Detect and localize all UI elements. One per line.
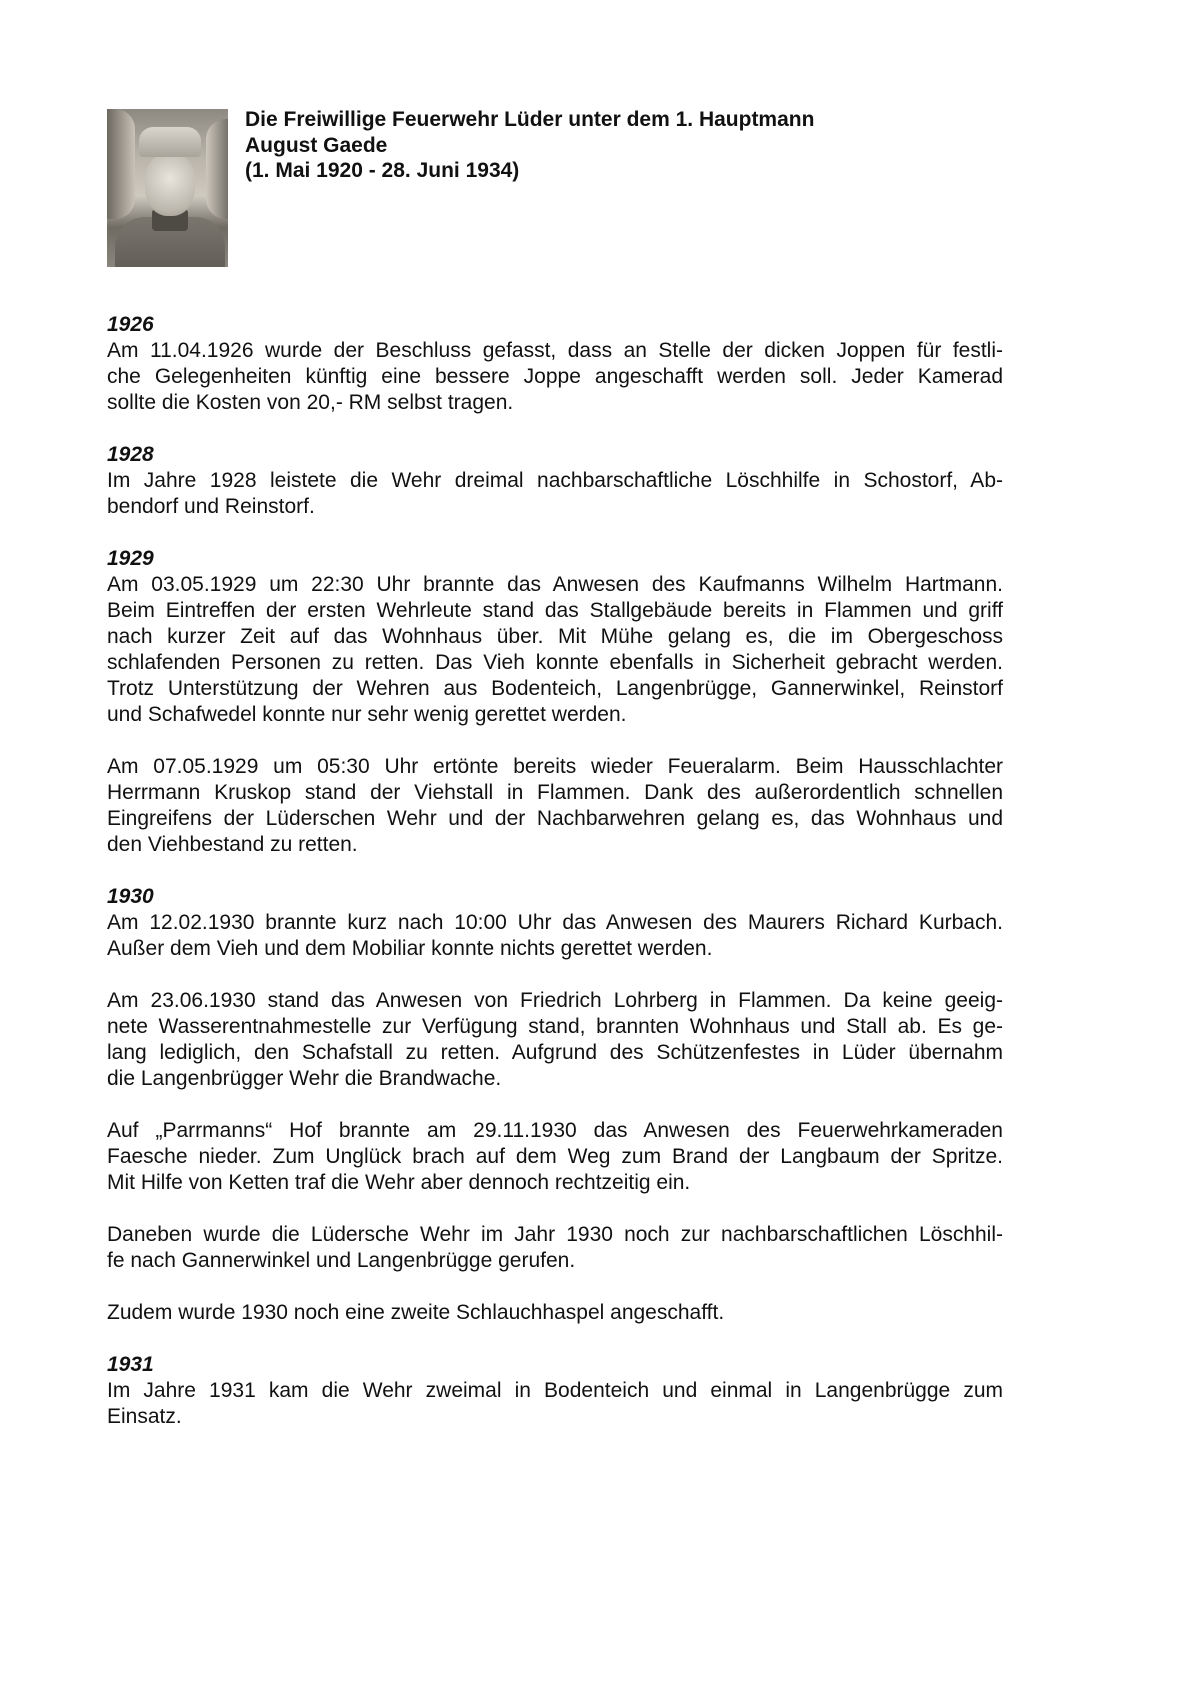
text-line: nach kurzer Zeit auf das Wohnhaus über. Mit Mühe gelang es, die im Obergeschoss (107, 625, 1003, 648)
text-line: Am 12.02.1930 brannte kurz nach 10:00 Uhr das Anwesen des Maurers Richard Kurbach. (107, 911, 1003, 934)
photo-face (145, 154, 195, 216)
text-line: fe nach Gannerwinkel und Langenbrügge gerufen. (107, 1249, 576, 1272)
text-line: Außer dem Vieh und dem Mobiliar konnte nichts gerettet werden. (107, 937, 713, 960)
text-line: Am 23.06.1930 stand das Anwesen von Friedrich Lohrberg in Flammen. Da keine geeig- (107, 989, 1003, 1012)
year-heading: 1929 (107, 547, 154, 570)
text-line: Im Jahre 1931 kam die Wehr zweimal in Bodenteich und einmal in Langenbrügge zum (107, 1379, 1003, 1402)
text-line: Trotz Unterstützung der Wehren aus Bodenteich, Langenbrügge, Gannerwinkel, Reinstorf (107, 677, 1003, 700)
photo-background-person (107, 109, 135, 219)
text-line: Daneben wurde die Lüdersche Wehr im Jahr 1930 noch zur nachbarschaftlichen Löschhil- (107, 1223, 1003, 1246)
text-line: Mit Hilfe von Ketten traf die Wehr aber dennoch rechtzeitig ein. (107, 1171, 691, 1194)
text-line: Faesche nieder. Zum Unglück brach auf dem Weg zum Brand der Langbaum der Spritze. (107, 1145, 1003, 1168)
text-line: che Gelegenheiten künftig eine bessere Joppe angeschafft werden soll. Jeder Kamerad (107, 365, 1003, 388)
text-line: Am 11.04.1926 wurde der Beschluss gefasst, dass an Stelle der dicken Joppen für festli- (107, 339, 1003, 362)
paragraph (107, 1222, 1003, 1274)
year-heading: 1928 (107, 443, 154, 466)
title-line: Die Freiwillige Feuerwehr Lüder unter dem 1. Hauptmann (245, 108, 815, 131)
paragraph (107, 338, 1003, 416)
year-section (107, 442, 1003, 520)
paragraph (107, 910, 1003, 962)
text-line: sollte die Kosten von 20,- RM selbst tragen. (107, 391, 514, 414)
year-section (107, 312, 1003, 416)
document-title (245, 107, 814, 184)
year-section (107, 884, 1003, 1326)
text-line: Einsatz. (107, 1405, 182, 1428)
document-body (107, 312, 1003, 1456)
paragraph (107, 1378, 1003, 1430)
paragraph (107, 988, 1003, 1092)
text-line: Herrmann Kruskop stand der Viehstall in Flammen. Dank des außerordentlich schnellen (107, 781, 1003, 804)
year-section (107, 1352, 1003, 1430)
title-line: (1. Mai 1920 - 28. Juni 1934) (245, 159, 520, 182)
paragraph (107, 1300, 1003, 1326)
text-line: den Viehbestand zu retten. (107, 833, 358, 856)
text-line: die Langenbrügger Wehr die Brandwache. (107, 1067, 502, 1090)
paragraph (107, 468, 1003, 520)
text-line: lang lediglich, den Schafstall zu retten. Aufgrund des Schützenfestes in Lüder übernahm (107, 1041, 1003, 1064)
year-heading: 1930 (107, 885, 154, 908)
paragraph (107, 754, 1003, 858)
paragraph (107, 572, 1003, 728)
text-line: Eingreifens der Lüderschen Wehr und der Nachbarwehren gelang es, das Wohnhaus und (107, 807, 1003, 830)
text-line: schlafenden Personen zu retten. Das Vieh konnte ebenfalls in Sicherheit gebracht werden. (107, 651, 1003, 674)
portrait-photo (107, 109, 228, 267)
text-line: bendorf und Reinstorf. (107, 495, 315, 518)
year-heading: 1931 (107, 1353, 154, 1376)
photo-cap (139, 127, 201, 157)
photo-background-person (206, 119, 228, 219)
text-line: Am 07.05.1929 um 05:30 Uhr ertönte bereits wieder Feueralarm. Beim Hausschlachter (107, 755, 1003, 778)
year-section (107, 546, 1003, 858)
title-line: August Gaede (245, 133, 388, 157)
text-line: Im Jahre 1928 leistete die Wehr dreimal nachbarschaftliche Löschhilfe in Schostorf, Ab- (107, 469, 1003, 492)
text-line: Zudem wurde 1930 noch eine zweite Schlauchhaspel angeschafft. (107, 1301, 725, 1324)
text-line: und Schafwedel konnte nur sehr wenig gerettet werden. (107, 703, 627, 726)
text-line: Auf „Parrmanns“ Hof brannte am 29.11.1930 das Anwesen des Feuerwehrkameraden (107, 1119, 1003, 1142)
text-line: Am 03.05.1929 um 22:30 Uhr brannte das Anwesen des Kaufmanns Wilhelm Hartmann. (107, 573, 1003, 596)
text-line: nete Wasserentnahmestelle zur Verfügung stand, brannten Wohnhaus und Stall ab. Es ge- (107, 1015, 1003, 1038)
year-heading: 1926 (107, 313, 154, 336)
paragraph (107, 1118, 1003, 1196)
text-line: Beim Eintreffen der ersten Wehrleute stand das Stallgebäude bereits in Flammen und griff (107, 599, 1003, 622)
